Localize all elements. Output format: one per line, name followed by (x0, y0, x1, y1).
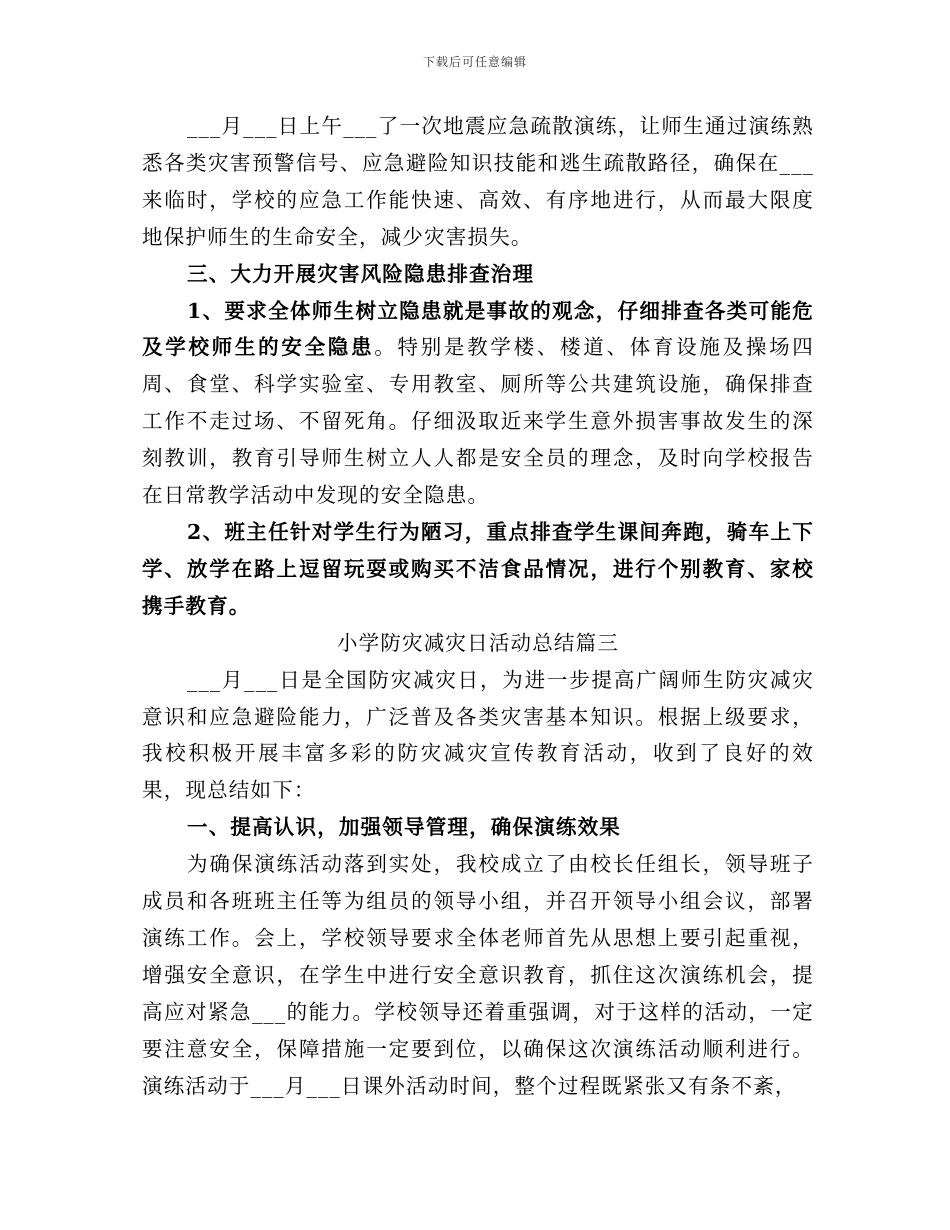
paragraph-class-teacher: 2、班主任针对学生行为陋习，重点排查学生课间奔跑，骑车上下学、放学在路上逗留玩耍或购买不洁食品情况，进行个别教育、家校携手教育。 (142, 519, 814, 618)
paragraph-hazard-awareness (142, 293, 814, 514)
paragraph-drill-summary: ___月___日上午___了一次地震应急疏散演练，让师生通过演练熟悉各类灾害预警信号、应急避险知识技能和逃生疏散路径，确保在___来临时，学校的应急工作能快速、高效、有序地进行，从而最大限度地保护师生的生命安全，减少灾害损失。 (142, 114, 814, 249)
paragraph-hazard-awareness-body: 。特别是教学楼、楼道、体育设施及操场四周、食堂、科学实验室、专用教室、厕所等公共建筑设施，确保排查工作不走过场、不留死角。仔细汲取近来学生意外损害事故发生的深刻教训，教育引导师生树立人人都是安全员的理念，及时向学校报告在日常教学活动中发现的安全隐患。 (142, 335, 814, 508)
paragraph-hazard-awareness-lead: 1、要求全体师生树立隐患就是事故的观念，仔细排查各类可能危及学校师生的安全隐患 (142, 298, 814, 360)
page-header: 下载后可任意编辑 (422, 55, 527, 69)
paragraph-leadership-detail: 为确保演练活动落到实处，我校成立了由校长任组长，领导班子成员和各班班主任等为组员的领导小组，并召开领导小组会议，部署演练工作。会上，学校领导要求全体老师首先从思想上要引起重视，增强安全意识，在学生中进行安全意识教育，抓住这次演练机会，提高应对紧急___的能力。学校领导还着重强调，对于这样的活动，一定要注意安全，保障措施一定要到位，以确保这次演练活动顺利进行。演练活动于___月___日课外活动时间，整个过程既紧张又有条不紊， (142, 852, 814, 1098)
section-heading-hazard-inspection: 三、大力开展灾害风险隐患排查治理 (187, 261, 535, 286)
section-heading-leadership: 一、提高认识，加强领导管理，确保演练效果 (187, 815, 621, 840)
paragraph-intro: ___月___日是全国防灾减灾日，为进一步提高广阔师生防灾减灾意识和应急避险能力，广泛普及各类灾害基本知识。根据上级要求，我校积极开展丰富多彩的防灾减灾宣传教育活动，收到了良好的效果，现总结如下： (142, 667, 814, 803)
document-body (142, 108, 814, 1104)
section-title-part-three: 小学防灾减灾日活动总结篇三 (336, 630, 620, 655)
